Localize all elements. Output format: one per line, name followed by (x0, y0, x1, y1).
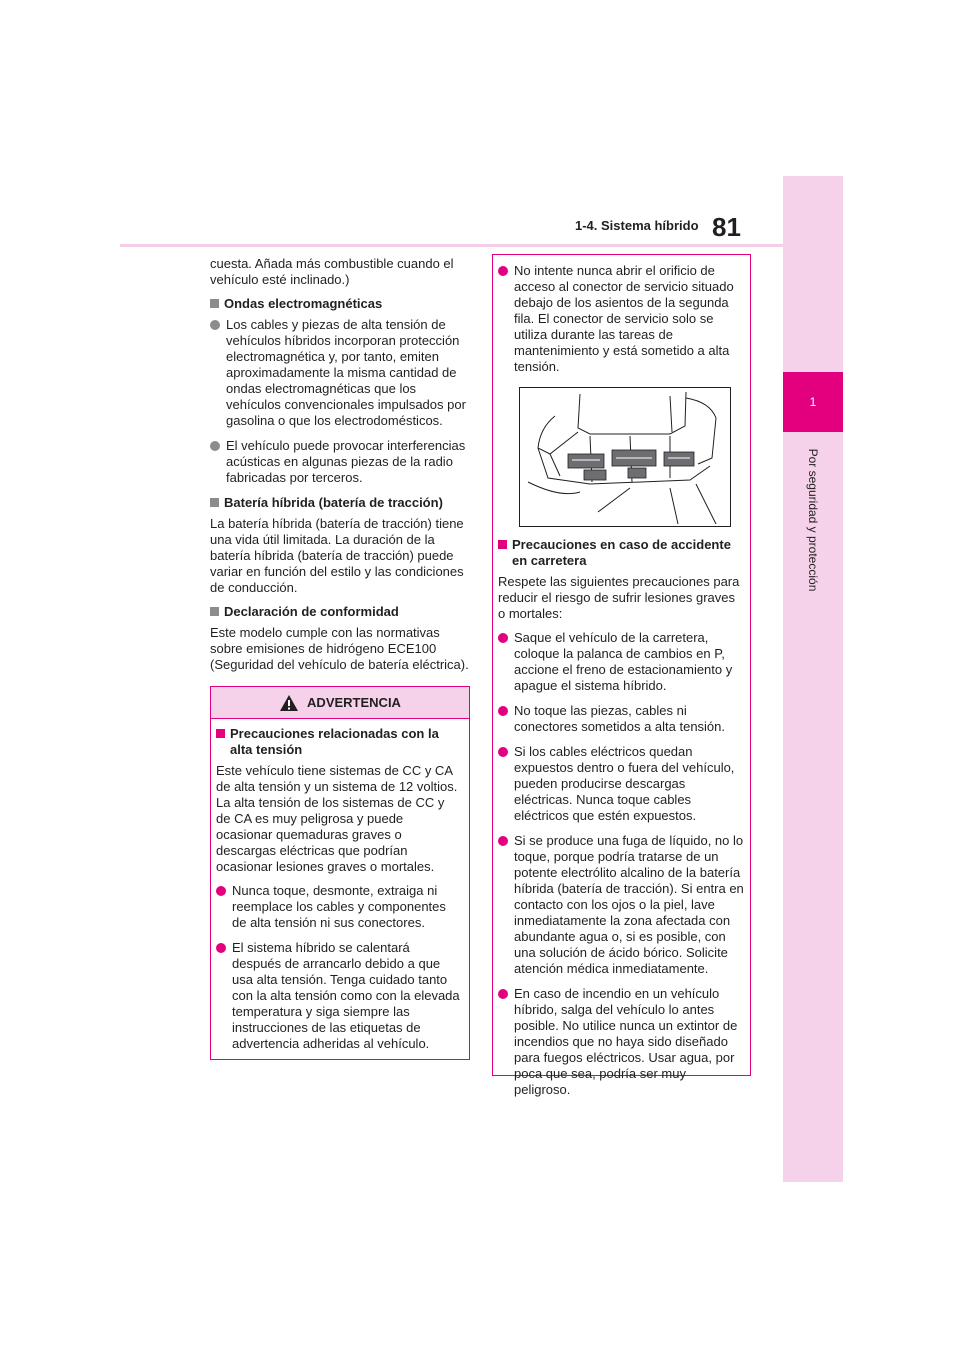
caution-text: Respete las siguientes precauciones para reducir el riesgo de sufrir lesiones graves o mortales: (498, 574, 740, 621)
warning-bullet: El sistema híbrido se calentará después de arrancarlo debido a que usa alta tensión. Tenga cuidado tanto con la alta tensión como con la elevada temperatura y siga siempre las instrucciones de las etiquetas de advertencia adheridas al vehículo. (216, 940, 461, 1052)
seat-connector-illustration (519, 387, 731, 527)
caution-bullet: No toque las piezas, cables ni conectores sometidos a alta tensión. (498, 703, 744, 735)
caution-heading: Precauciones en caso de accidente en carretera (498, 537, 744, 569)
header-rule (120, 244, 783, 247)
section-text: Este modelo cumple con las normativas sobre emisiones de hidrógeno ECE100 (Seguridad del vehículo de batería eléctrica). (210, 625, 469, 672)
chapter-tab: 1 (783, 372, 843, 432)
warning-title: ADVERTENCIA (307, 695, 401, 710)
section-heading: Batería híbrida (batería de tracción) (210, 495, 472, 511)
section-heading: Ondas electromagnéticas (210, 296, 472, 312)
warning-header (211, 687, 469, 719)
warning-text: Este vehículo tiene sistemas de CC y CA de alta tensión y un sistema de 12 voltios. La alta tensión de los sistemas de CC y de CA es muy peligrosa y puede ocasionar quemaduras graves o descargas eléctricas que podrían ocasionar lesiones graves o mortales. (216, 763, 458, 874)
warning-triangle-icon (279, 694, 299, 712)
warning-heading: Precauciones relacionadas con la alta tensión (216, 726, 461, 758)
section-text: La batería híbrida (batería de tracción) tiene una vida útil limitada. La duración de la batería híbrida (batería de tracción) puede variar en función del estilo y las condiciones de conducción. (210, 516, 464, 595)
side-strip (783, 176, 843, 1182)
page-number: 81 (712, 212, 741, 242)
section-header: 1-4. Sistema híbrido (575, 218, 699, 233)
caution-bullet: Si se produce una fuga de líquido, no lo toque, porque podría tratarse de un potente electrólito alcalino de la batería híbrida (batería de tracción). Si entra en contacto con los ojos o la piel, lave inmediatamente la zona afectada con abundante agua o, si es posible, con una solución de ácido bórico. Solicite atención médica inmediatamente. (498, 833, 744, 977)
caution-box (492, 254, 751, 1097)
caution-bullet: Saque el vehículo de la carretera, coloque la palanca de cambios en P, accione el freno de estacionamiento y apague el sistema híbrido. (498, 630, 744, 694)
warning-box (210, 686, 470, 1060)
intro-text: cuesta. Añada más combustible cuando el vehículo esté inclinado.) (210, 256, 454, 287)
bullet-item: Los cables y piezas de alta tensión de vehículos híbridos incorporan protección electromagnética y, por tanto, emiten aproximadamente la misma cantidad de ondas electromagnéticas que los vehículos convencionales impulsados por gasolina o que los electrodomésticos. (210, 317, 472, 429)
chapter-title: Por seguridad y protección (806, 448, 820, 592)
section-heading: Declaración de conformidad (210, 604, 472, 620)
bullet-item: El vehículo puede provocar interferencias acústicas en algunas piezas de la radio fabricadas por terceros. (210, 438, 472, 486)
left-column (210, 256, 472, 681)
caution-bullet: En caso de incendio en un vehículo híbrido, salga del vehículo lo antes posible. No utilice nunca un extintor de incendios que no haya sido diseñado para fuegos eléctricos. Usar agua, por poca que sea, podría ser muy peligroso. (498, 986, 744, 1098)
caution-bullet: No intente nunca abrir el orificio de acceso al conector de servicio situado debajo de los asientos de la segunda fila. El conector de servicio solo se utiliza durante las tareas de mantenimiento y está sometido a alta tensión. (498, 263, 744, 375)
warning-bullet: Nunca toque, desmonte, extraiga ni reemplace los cables y componentes de alta tensión ni sus conectores. (216, 883, 461, 931)
caution-bullet: Si los cables eléctricos quedan expuestos dentro o fuera del vehículo, pueden producirse descargas eléctricas. Nunca toque cables eléctricos que estén expuestos. (498, 744, 744, 824)
